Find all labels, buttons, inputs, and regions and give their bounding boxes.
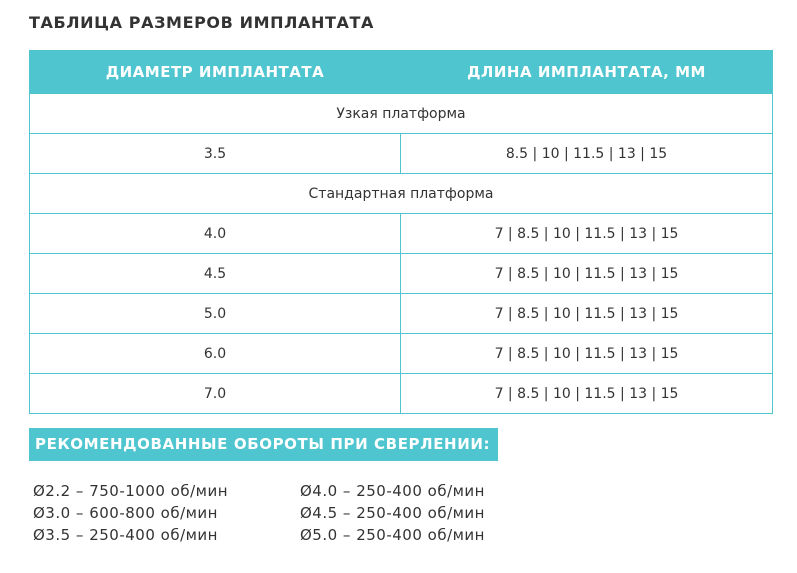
lengths-cell: 7 | 8.5 | 10 | 11.5 | 13 | 15: [401, 254, 773, 294]
lengths-cell: 7 | 8.5 | 10 | 11.5 | 13 | 15: [401, 214, 773, 254]
lengths-cell: 8.5 | 10 | 11.5 | 13 | 15: [401, 134, 773, 174]
diameter-cell: 7.0: [30, 374, 401, 414]
drilling-speed-item: Ø2.2 – 750-1000 об/мин: [33, 482, 229, 500]
table-row: [30, 374, 773, 414]
column-header-diameter: ДИАМЕТР ИМПЛАНТАТА: [30, 51, 401, 94]
diameter-cell: 4.5: [30, 254, 401, 294]
table-row: [30, 334, 773, 374]
drilling-speed-item: Ø5.0 – 250-400 об/мин: [300, 526, 485, 544]
drilling-speeds-left-column: [33, 480, 228, 546]
group-label-narrow-platform: Узкая платформа: [30, 94, 773, 134]
table-header-row: [30, 51, 773, 94]
group-label-standard-platform: Стандартная платформа: [30, 174, 773, 214]
drilling-speed-item: Ø3.0 – 600-800 об/мин: [33, 504, 218, 522]
lengths-cell: 7 | 8.5 | 10 | 11.5 | 13 | 15: [401, 294, 773, 334]
table-row: [30, 134, 773, 174]
lengths-cell: 7 | 8.5 | 10 | 11.5 | 13 | 15: [401, 334, 773, 374]
diameter-cell: 4.0: [30, 214, 401, 254]
table-row: [30, 294, 773, 334]
column-header-length: ДЛИНА ИМПЛАНТАТА, ММ: [401, 51, 773, 94]
drilling-speed-item: Ø4.0 – 250-400 об/мин: [300, 482, 485, 500]
drilling-speed-item: Ø4.5 – 250-400 об/мин: [300, 504, 485, 522]
drilling-speeds-right-column: [300, 480, 485, 546]
diameter-cell: 3.5: [30, 134, 401, 174]
group-row-narrow: [30, 94, 773, 134]
page-title: ТАБЛИЦА РАЗМЕРОВ ИМПЛАНТАТА: [29, 13, 374, 32]
drilling-speed-item: Ø3.5 – 250-400 об/мин: [33, 526, 218, 544]
table-row: [30, 254, 773, 294]
lengths-cell: 7 | 8.5 | 10 | 11.5 | 13 | 15: [401, 374, 773, 414]
diameter-cell: 5.0: [30, 294, 401, 334]
diameter-cell: 6.0: [30, 334, 401, 374]
implant-size-table: [29, 50, 773, 414]
drilling-speed-heading: РЕКОМЕНДОВАННЫЕ ОБОРОТЫ ПРИ СВЕРЛЕНИИ:: [29, 428, 498, 461]
group-row-standard: [30, 174, 773, 214]
table-row: [30, 214, 773, 254]
